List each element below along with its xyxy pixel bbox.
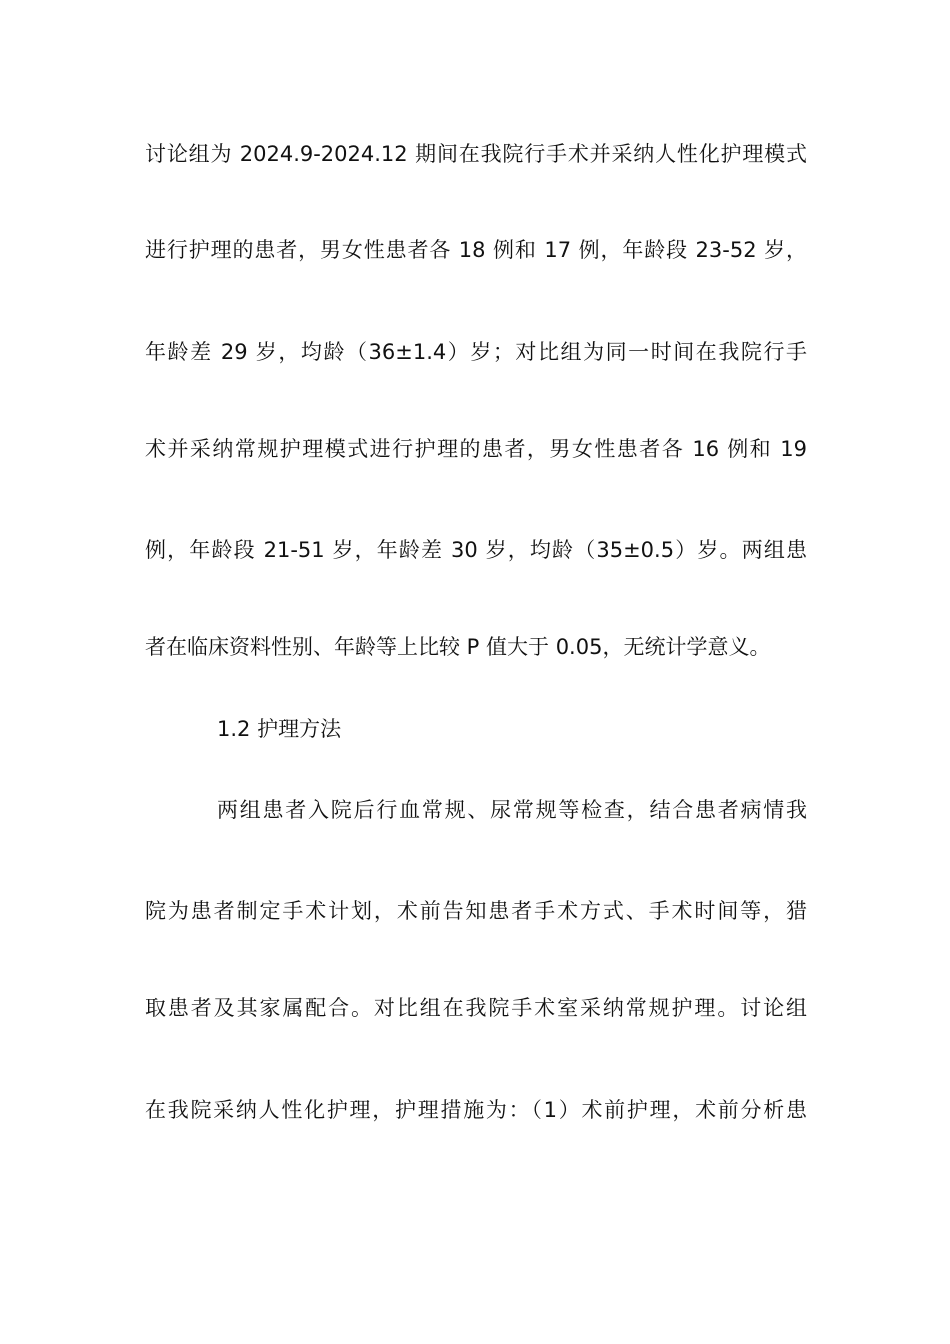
paragraph-2-line-3: 取患者及其家属配合。对比组在我院手术室采纳常规护理。讨论组 xyxy=(145,996,807,1020)
paragraph-2-line-4: 在我院采纳人性化护理，护理措施为：（1）术前护理，术前分析患 xyxy=(145,1098,807,1122)
section-heading: 1.2 护理方法 xyxy=(217,717,342,741)
paragraph-1-line-1: 讨论组为 2024.9-2024.12 期间在我院行手术并采纳人性化护理模式 xyxy=(145,142,807,166)
paragraph-1-line-5: 例，年龄段 21-51 岁，年龄差 30 岁，均龄（35±0.5）岁。两组患 xyxy=(145,538,807,562)
paragraph-1-line-6: 者在临床资料性别、年龄等上比较 P 值大于 0.05，无统计学意义。 xyxy=(145,635,771,659)
paragraph-1-line-3: 年龄差 29 岁，均龄（36±1.4）岁；对比组为同一时间在我院行手 xyxy=(145,340,807,364)
paragraph-1-line-4: 术并采纳常规护理模式进行护理的患者，男女性患者各 16 例和 19 xyxy=(145,437,807,461)
paragraph-2-line-1: 两组患者入院后行血常规、尿常规等检查，结合患者病情我 xyxy=(217,798,807,822)
paragraph-2-line-2: 院为患者制定手术计划，术前告知患者手术方式、手术时间等，猎 xyxy=(145,899,807,923)
paragraph-1-line-2: 进行护理的患者，男女性患者各 18 例和 17 例，年龄段 23-52 岁， xyxy=(145,238,807,262)
